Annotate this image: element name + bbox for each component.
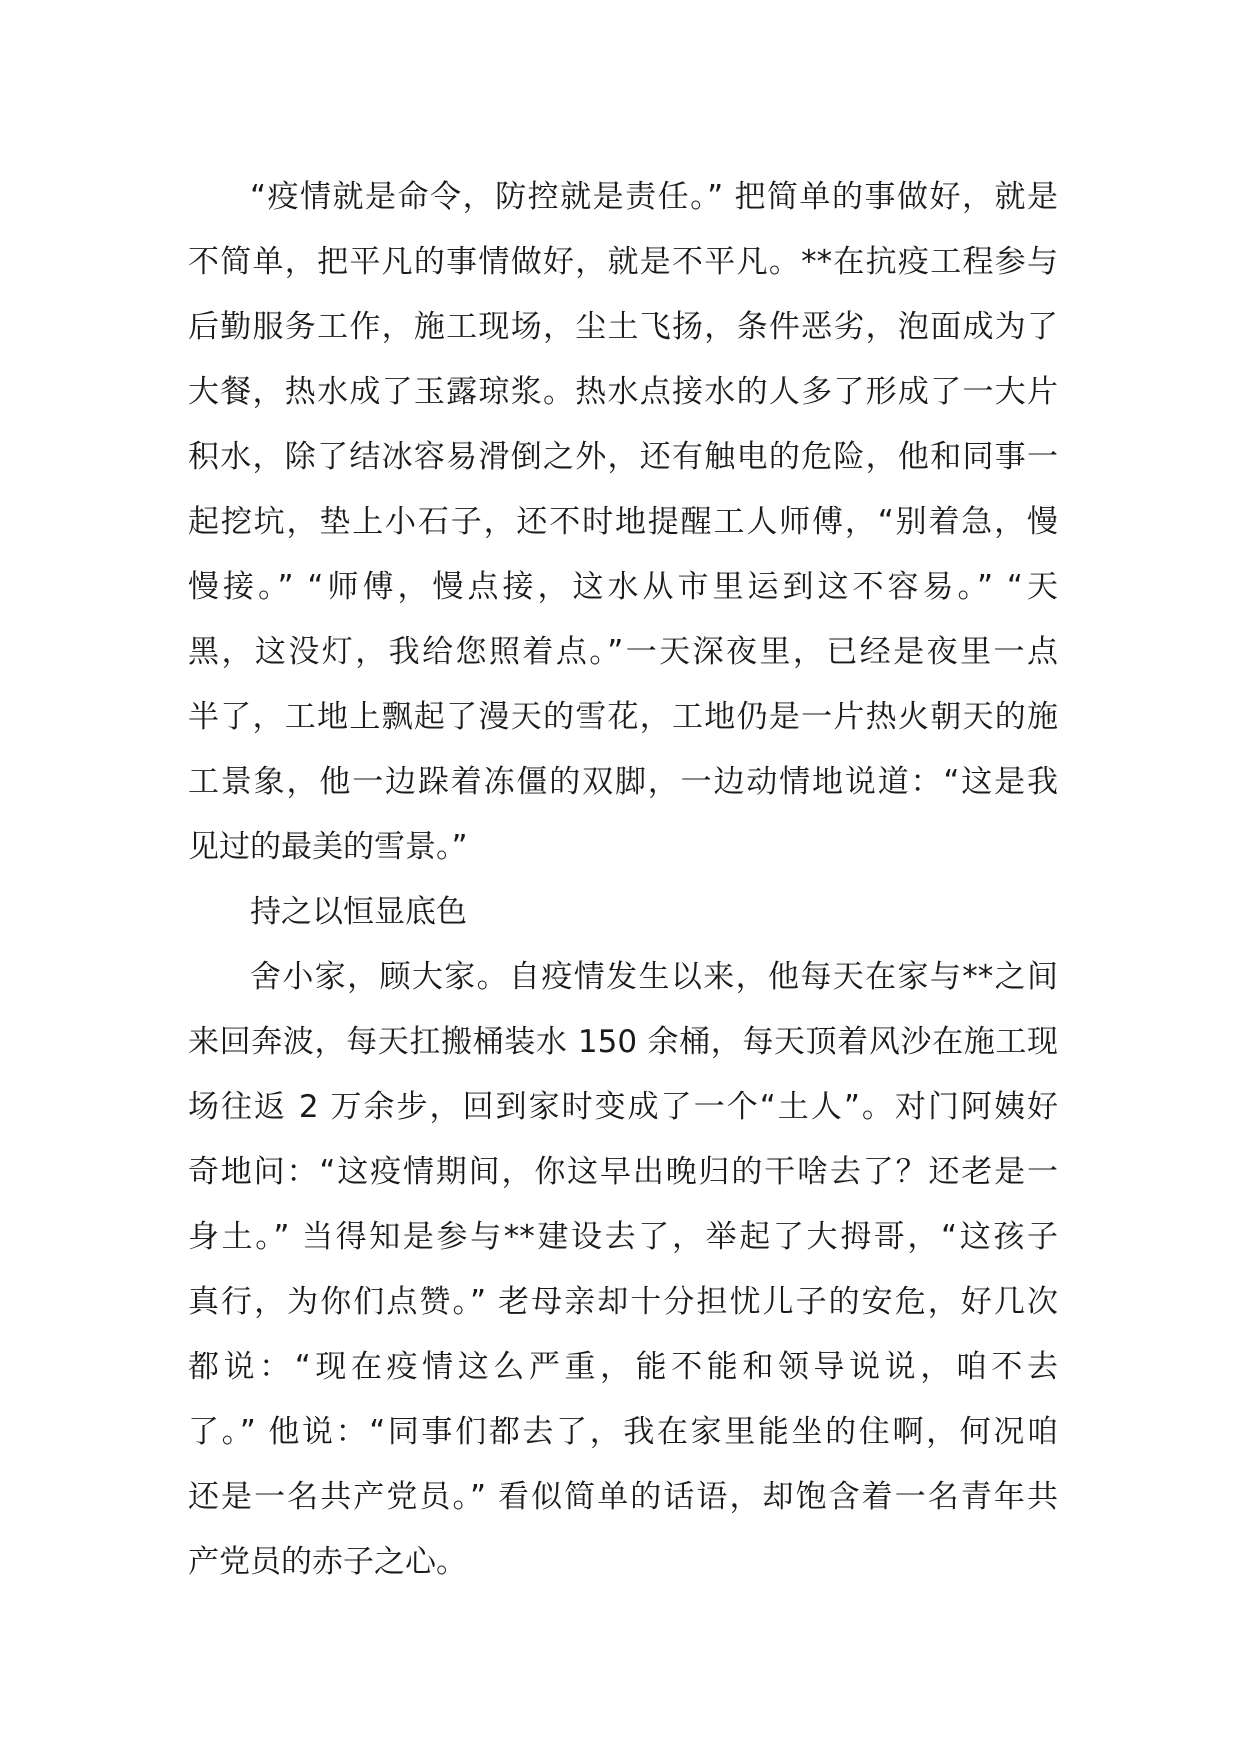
- paragraph-2-line: 来回奔波，每天扛搬桶装水 150 余桶，每天顶着风沙在施工现: [188, 1024, 1058, 1060]
- paragraph-1-line: 见过的最美的雪景。”: [188, 829, 468, 865]
- paragraph-2-line: 舍小家，顾大家。自疫情发生以来，他每天在家与**之间: [250, 959, 1058, 995]
- paragraph-1-line: 半了，工地上飘起了漫天的雪花，工地仍是一片热火朝天的施: [188, 699, 1058, 735]
- paragraph-1-line: 大餐，热水成了玉露琼浆。热水点接水的人多了形成了一大片: [188, 374, 1058, 410]
- paragraph-2-line: 场往返 2 万余步，回到家时变成了一个“土人”。对门阿姨好: [188, 1089, 1058, 1125]
- paragraph-2-line: 身土。” 当得知是参与**建设去了，举起了大拇哥，“这孩子: [188, 1219, 1058, 1255]
- paragraph-1-line: 工景象，他一边跺着冻僵的双脚，一边动情地说道：“这是我: [188, 764, 1058, 800]
- paragraph-1-line: 慢接。” “师傅，慢点接，这水从市里运到这不容易。” “天: [188, 569, 1058, 605]
- paragraph-1-line: 不简单，把平凡的事情做好，就是不平凡。**在抗疫工程参与: [188, 244, 1058, 280]
- paragraph-1-line: 积水，除了结冰容易滑倒之外，还有触电的危险，他和同事一: [188, 439, 1058, 475]
- paragraph-1-line: “疫情就是命令，防控就是责任。” 把简单的事做好，就是: [250, 179, 1058, 215]
- document-body: [188, 165, 1058, 1595]
- paragraph-2-line: 奇地问：“这疫情期间，你这早出晚归的干啥去了？还老是一: [188, 1154, 1058, 1190]
- paragraph-2-line: 都说：“现在疫情这么严重，能不能和领导说说，咱不去: [188, 1349, 1058, 1385]
- paragraph-1-line: 黑，这没灯，我给您照着点。”一天深夜里，已经是夜里一点: [188, 634, 1058, 670]
- section-heading: 持之以恒显底色: [250, 894, 467, 930]
- paragraph-1-line: 后勤服务工作，施工现场，尘土飞扬，条件恶劣，泡面成为了: [188, 309, 1058, 345]
- paragraph-2-line: 了。” 他说：“同事们都去了，我在家里能坐的住啊，何况咱: [188, 1414, 1058, 1450]
- paragraph-2-line: 真行，为你们点赞。” 老母亲却十分担忧儿子的安危，好几次: [188, 1284, 1058, 1320]
- paragraph-1: [188, 165, 1058, 880]
- paragraph-2-line: 产党员的赤子之心。: [188, 1544, 467, 1580]
- paragraph-1-line: 起挖坑，垫上小石子，还不时地提醒工人师傅，“别着急，慢: [188, 504, 1058, 540]
- paragraph-2: [188, 945, 1058, 1595]
- paragraph-2-line: 还是一名共产党员。” 看似简单的话语，却饱含着一名青年共: [188, 1479, 1058, 1515]
